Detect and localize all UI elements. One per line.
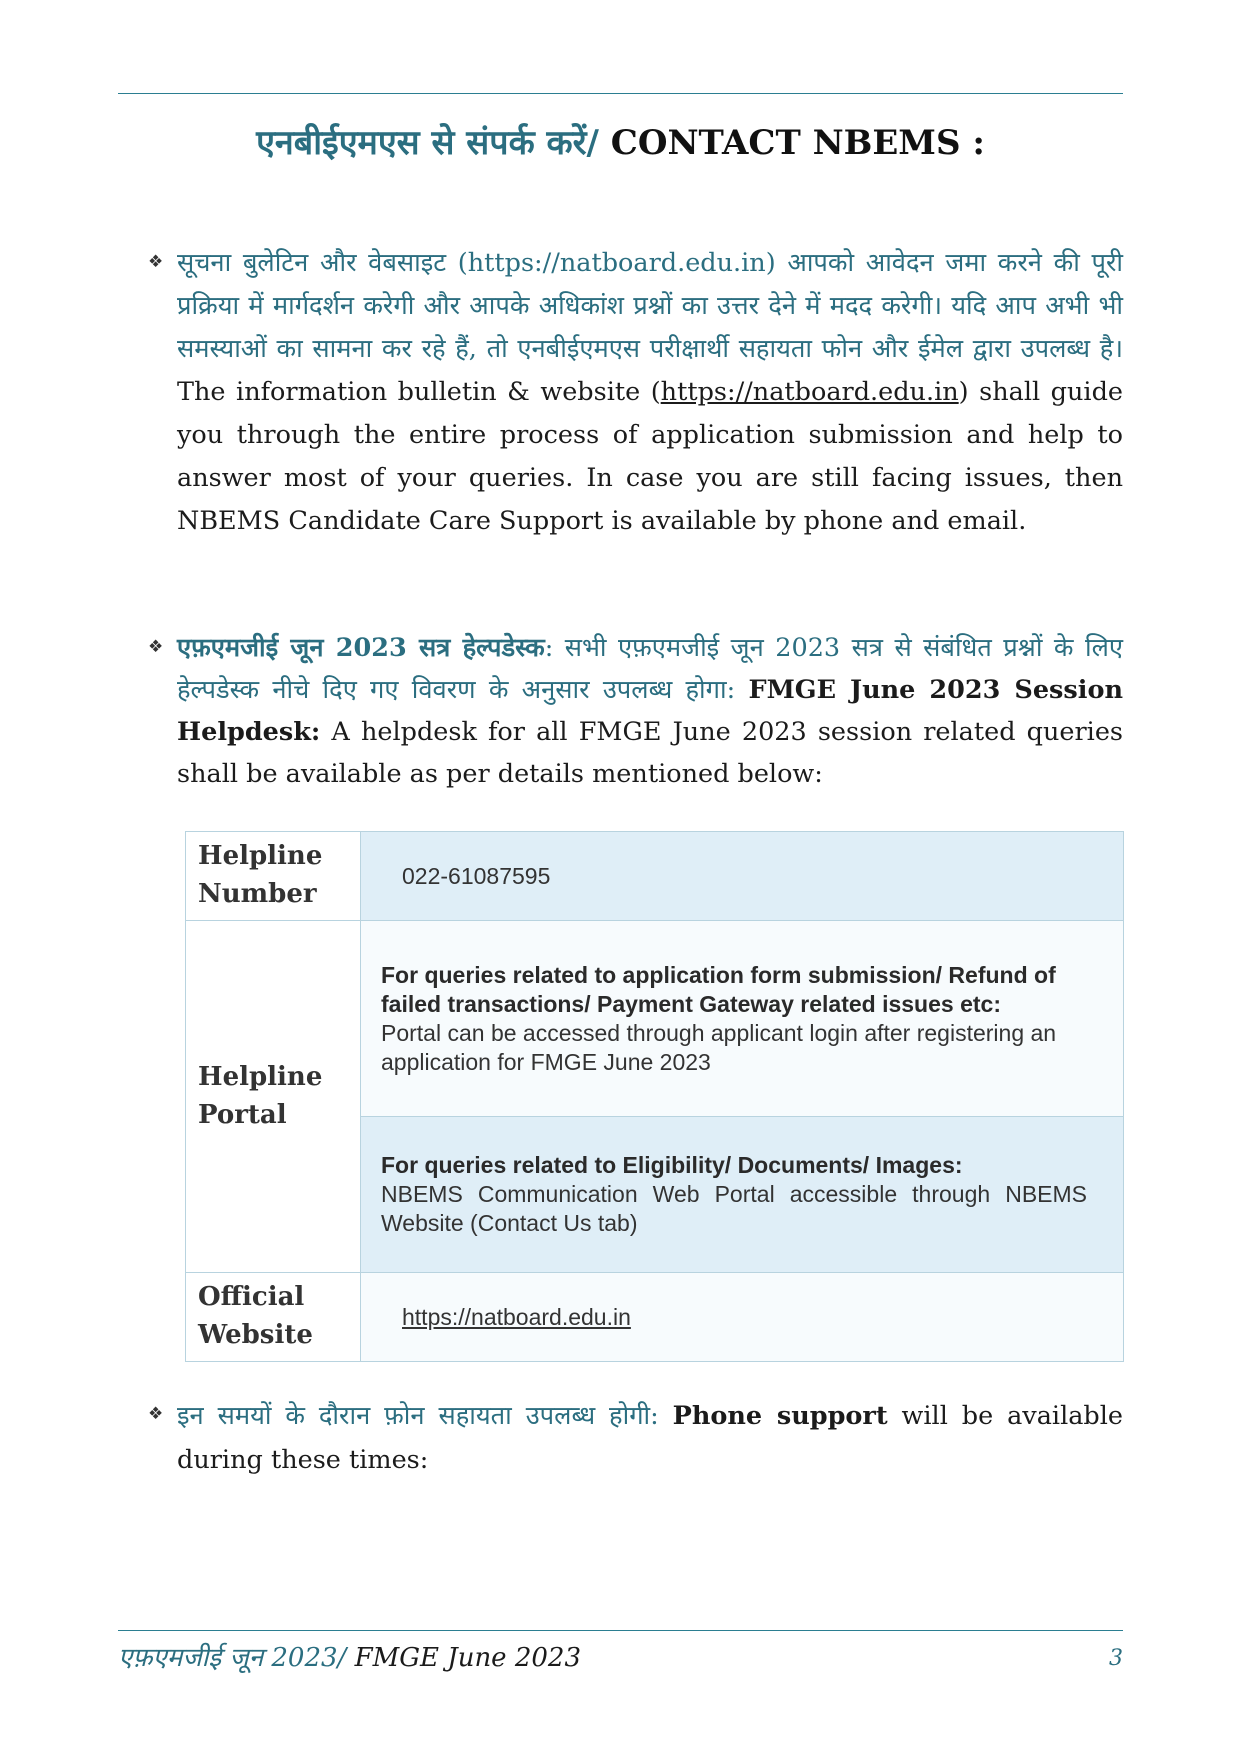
info-paragraph-hindi: सूचना बुलेटिन और वेबसाइट (https://natboard.edu.in) आपको आवेदन जमा करने की पूरी प्रक्रिया में मार्गदर्शन करेगी और आपके अधिकांश प्रश्नों का उत्तर देने में मदद करेगी। यदि आप अभी भी समस्याओं का सामना कर रहे हैं, तो एनबीईएमएस परीक्षार्थी सहायता फोन और ईमेल द्वारा उपलब्ध है। bbox=[177, 248, 1123, 364]
helpdesk-table bbox=[185, 831, 1124, 1362]
phone-support-text: will be available during these times: bbox=[177, 1401, 1123, 1475]
footer-title-english: FMGE June 2023 bbox=[354, 1643, 582, 1673]
helpdesk-text-hindi: : सभी एफ़एमजीई जून 2023 सत्र से संबंधित प्रश्नों के लिए हेल्पडेस्क नीचे दिए गए विवरण के अनुसार उपलब्ध होगा: bbox=[177, 633, 1123, 705]
helpdesk-heading-english: FMGE June 2023 Session Helpdesk: bbox=[177, 675, 1124, 747]
info-paragraph-english-b: ) shall guide you through the entire process of application submission and help to answer most of your queries. In case you are still facing issues, then NBEMS Candidate Care Support is available by phone and email. bbox=[177, 377, 1123, 536]
page-title-english: CONTACT NBEMS : bbox=[598, 123, 985, 163]
helpdesk-paragraph bbox=[177, 627, 1123, 795]
bullet-icon: ❖ bbox=[148, 637, 164, 657]
page-title-hindi: एनबीईएमएस से संपर्क करें/ bbox=[256, 123, 599, 163]
page-number: 3 bbox=[1109, 1646, 1123, 1671]
info-paragraph bbox=[177, 242, 1123, 543]
helpdesk-text-english: A helpdesk for all FMGE June 2023 session related queries shall be available as per details mentioned below: bbox=[177, 717, 1123, 789]
portal-application-cell bbox=[361, 921, 1124, 1117]
helpline-number-label: Helpline Number bbox=[186, 832, 361, 921]
footer-title bbox=[118, 1638, 581, 1674]
portal-application-text: Portal can be accessed through applicant login after registering an application for FMGE June 2023 bbox=[381, 1019, 1057, 1075]
portal-eligibility-text: NBEMS Communication Web Portal accessible through NBEMS Website (Contact Us tab) bbox=[381, 1181, 1087, 1236]
helpline-number-value: 022-61087595 bbox=[361, 832, 1124, 921]
footer-title-hindi: एफ़एमजीई जून 2023/ bbox=[118, 1643, 355, 1673]
portal-eligibility-cell bbox=[361, 1117, 1124, 1273]
info-paragraph-english-a: The information bulletin & website ( bbox=[177, 377, 661, 407]
portal-eligibility-heading: For queries related to Eligibility/ Documents/ Images: bbox=[381, 1152, 963, 1178]
page-title bbox=[118, 118, 1123, 164]
official-website-cell bbox=[361, 1273, 1124, 1362]
bullet-icon: ❖ bbox=[148, 1404, 164, 1424]
official-website-link[interactable]: https://natboard.edu.in bbox=[402, 1303, 631, 1330]
bullet-icon: ❖ bbox=[148, 252, 164, 272]
portal-application-heading: For queries related to application form submission/ Refund of failed transactions/ Payment Gateway related issues etc: bbox=[381, 961, 1056, 1017]
table-row bbox=[186, 1273, 1124, 1362]
phone-support-hindi: इन समयों के दौरान फ़ोन सहायता उपलब्ध होगी: bbox=[177, 1401, 673, 1431]
official-website-label: Official Website bbox=[186, 1273, 361, 1362]
footer-rule bbox=[118, 1630, 1123, 1631]
table-row bbox=[186, 832, 1124, 921]
helpdesk-heading-hindi: एफ़एमजीई जून 2023 सत्र हेल्पडेस्क bbox=[177, 633, 545, 663]
natboard-link[interactable]: https://natboard.edu.in bbox=[660, 377, 959, 407]
table-row bbox=[186, 921, 1124, 1117]
phone-support-bold: Phone support bbox=[672, 1401, 888, 1431]
helpline-portal-label: Helpline Portal bbox=[186, 921, 361, 1273]
phone-support-paragraph bbox=[177, 1394, 1123, 1482]
top-rule bbox=[118, 93, 1123, 94]
